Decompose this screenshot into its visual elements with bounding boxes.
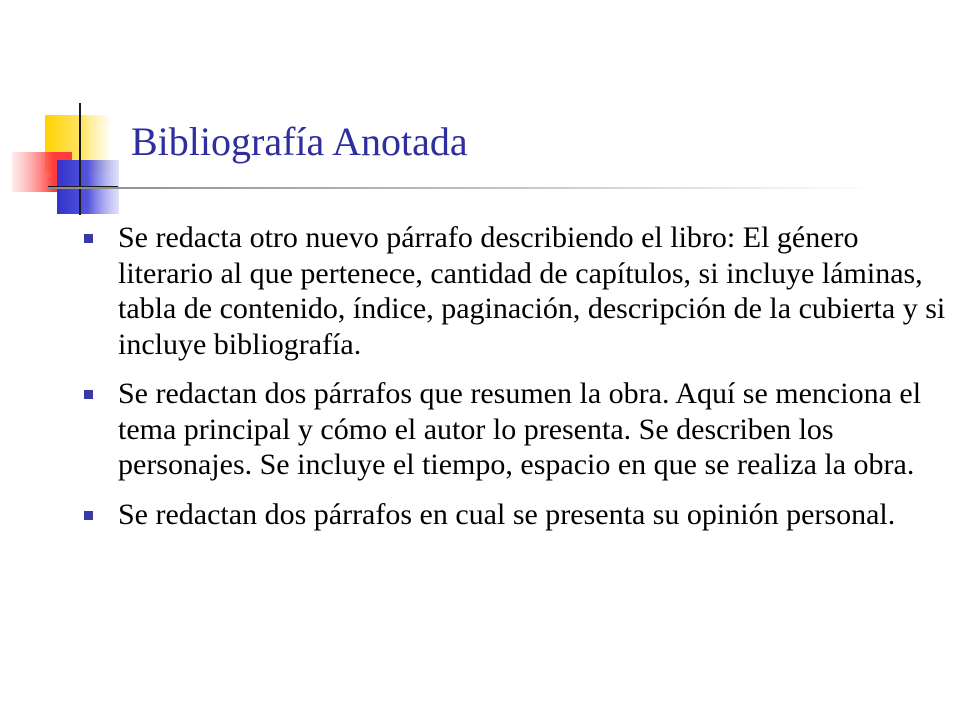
square-bullet-icon (84, 511, 93, 520)
square-bullet-icon (84, 390, 93, 399)
title-decoration-graphic (0, 0, 260, 230)
bullet-text: Se redactan dos párrafos en cual se presenta su opinión personal. (118, 497, 896, 531)
slide-title: Bibliografía Anotada (131, 119, 468, 164)
bullet-text: Se redacta otro nuevo párrafo describiendo el libro: El género literario al que pertenece, cantidad de capítulos, si incluye láminas, tabla de contenido, índice, paginación, descripción de la cubierta y si incluye bibliografía. (118, 221, 946, 361)
bullet-list (84, 220, 954, 546)
bullet-item-description (84, 220, 954, 362)
bullet-text: Se redactan dos párrafos que resumen la obra. Aquí se menciona el tema principal y cómo el autor lo presenta. Se describen los personajes. Se incluye el tiempo, espacio en que se realiza la obra. (118, 377, 922, 481)
square-bullet-icon (84, 234, 93, 243)
bullet-item-opinion (84, 497, 954, 533)
bullet-item-summary (84, 376, 954, 483)
title-underline (48, 187, 878, 189)
